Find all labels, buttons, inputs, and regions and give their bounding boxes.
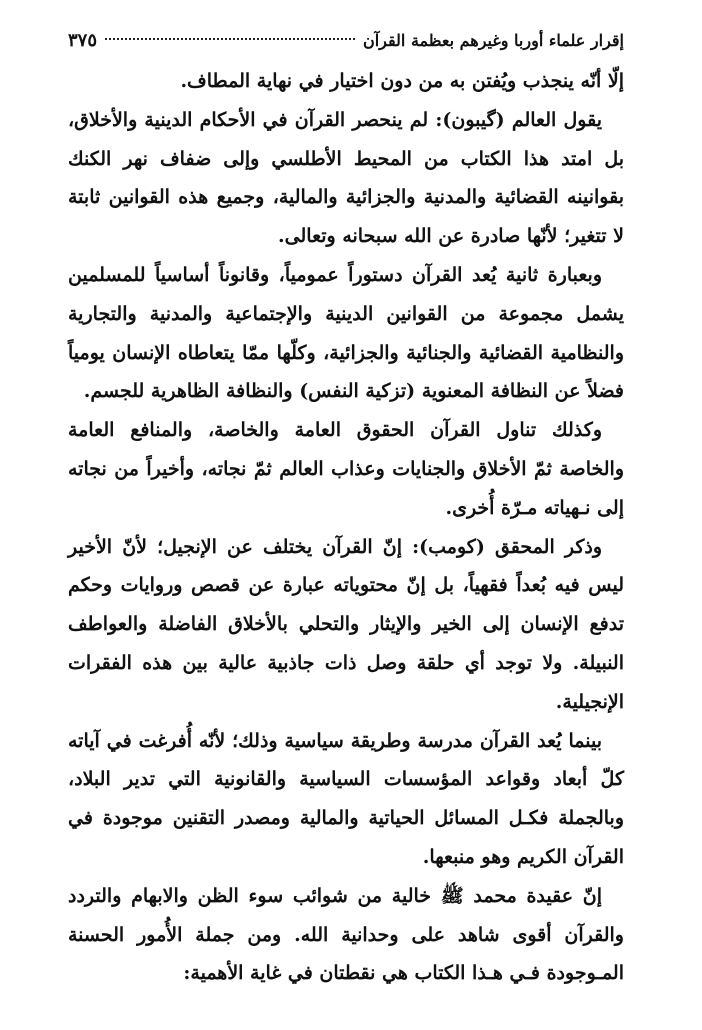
paragraph-4: وكذلك تناول القرآن الحقوق العامة والخاصة، والمنافع العامة والخاصة ثمّ الأخلاق والجنايات وعذاب العالم ثمّ نجاته، وأخيراً من نجاته إلى نـهياته مـرّة أُخرى. [68, 419, 624, 519]
body-text [68, 62, 624, 993]
book-page [68, 26, 624, 993]
paragraph-5: وذكر المحقق (كومب): إنّ القرآن يختلف عن الإنجيل؛ لأنّ الأخير ليس فيه بُعداً فقهياً، بل إنّ محتوياته عبارة عن قصص وروايات وحكم تدفع الإنسان إلى الخير والإيثار والتحلي بالأخلاق الفاضلة والعواطف النبيلة. ولا توجد أي حلقة وصل ذات جاذبية عالية بين هذه الفقرات الإنجيلية. [68, 535, 625, 713]
page-number: ٣٧٥ [68, 30, 98, 51]
running-title: إقرار علماء أوربا وغيرهم بعظمة القرآن [362, 31, 624, 50]
paragraph-6: بينما يُعد القرآن مدرسة وطريقة سياسية وذلك؛ لأنّه أُفرغت في آياته كلّ أبعاد وقواعد المؤسسات السياسية والقانونية التي تدير البلاد، وبالجملة فكـل المسائل الحياتية والمالية ومصدر التقنين موجودة في القرآن الكريم وهو منبعها. [68, 729, 624, 868]
page-header [68, 26, 624, 56]
paragraph-1: إلّا أنّه ينجذب ويُفتن به من دون اختيار في نهاية المطاف. [180, 70, 624, 92]
paragraph-2: يقول العالم (گيبون): لم ينحصر القرآن في الأحكام الدينية والأخلاق، بل امتد هذا الكتاب من المحيط الأطلسي وإلى ضفاف نهر الكنك بقوانينه القضائية والمدنية والجزائية والمالية، وجميع هذه القوانين ثابتة لا تتغير؛ لأنّها صادرة عن الله سبحانه وتعالى. [68, 108, 624, 248]
paragraph-3: وبعبارة ثانية يُعد القرآن دستوراً عمومياً، وقانوناً أساسياً للمسلمين يشمل مجموعة من القوانين الدينية والإجتماعية والمدنية والتجارية والنظامية القضائية والجنائية والجزائية، وكلّها ممّا يتعاطاه الإنسان يومياً فضلاً عن النظافة المعنوية (تزكية النفس) والنظافة الظاهرية للجسم. [68, 263, 624, 403]
paragraph-7: إنّ عقيدة محمد ﷺ خالية من شوائب سوء الظن والابهام والتردد والقرآن أقوى شاهد على وحدانية الله. ومن جملة الأُمور الحسنة المـوجودة فـي هـذا الكتاب هي نقطتان في غاية الأهمية: [68, 884, 624, 985]
header-dot-leader [105, 38, 355, 40]
